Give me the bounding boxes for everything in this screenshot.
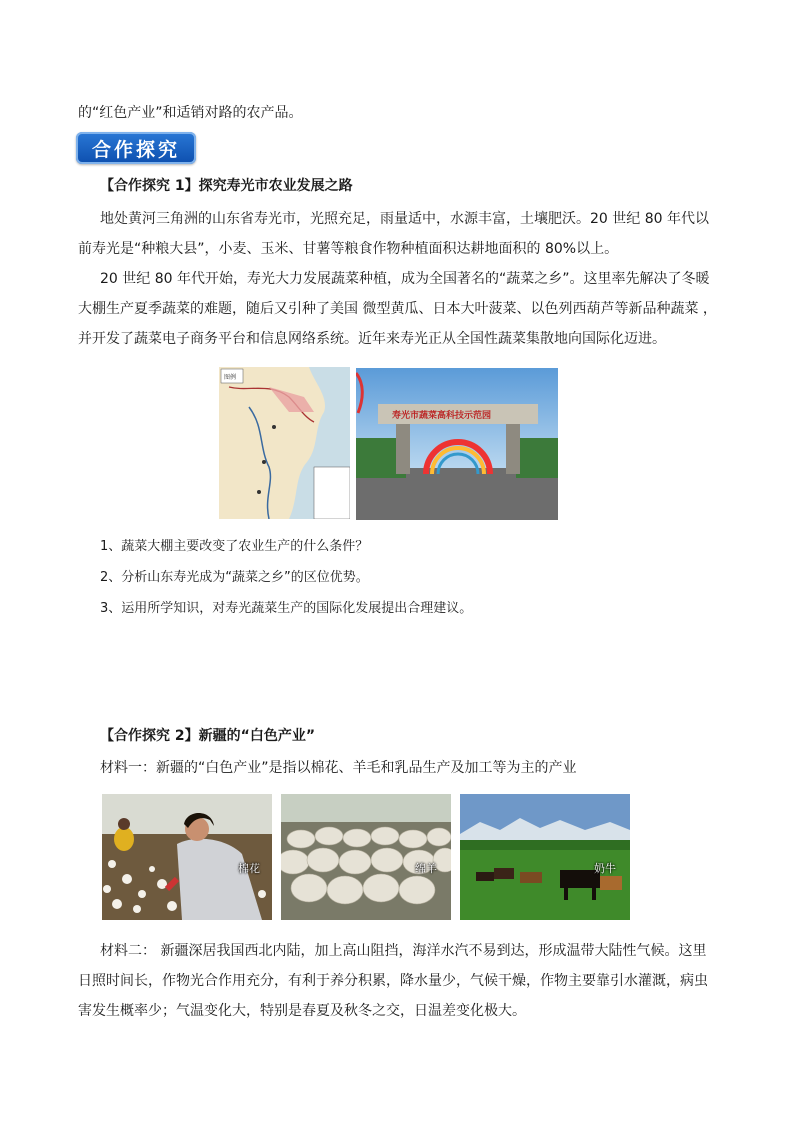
cotton-label: 棉花 (238, 862, 260, 875)
question-3: 3、运用所学知识，对寿光蔬菜生产的国际化发展提出合理建议。 (100, 601, 473, 616)
dairy-cow-photo (460, 794, 630, 920)
question-2: 2、分析山东寿光成为“蔬菜之乡”的区位优势。 (100, 570, 369, 585)
vegetable-park-gate-photo (356, 368, 558, 520)
cotton-photo (102, 794, 272, 920)
material2-text: 材料二： 新疆深居我国西北内陆，加上高山阻挡，海洋水汽不易到达，形成温带大陆性气候。这里日照时间长，作物光合作用充分，有利于养分积累，降水量少，气候干燥，作物主要靠引水灌溉，病虫害发生概率少；气温变化大，特别是春夏及秋冬之交，日温差变化极大。 (78, 943, 708, 1019)
inquiry1-title: 【合作探究 1】探究寿光市农业发展之路 (100, 178, 353, 194)
question-1: 1、蔬菜大棚主要改变了农业生产的什么条件？ (100, 539, 369, 554)
sheep-label: 绵羊 (415, 862, 437, 875)
inquiry1-para1: 地处黄河三角洲的山东省寿光市，光照充足，雨量适中，水源丰富，土壤肥沃。20 世纪 80 年代以前寿光是“种粮大县”，小麦、玉米、甘薯等粮食作物种植面积达耕地面积的 80%以上。 (78, 211, 709, 257)
intro-tail-text: 的“红色产业”和适销对路的农产品。 (78, 105, 303, 121)
dairy-cow-label: 奶牛 (594, 862, 616, 875)
material1-text: 材料一：新疆的“白色产业”是指以棉花、羊毛和乳品生产及加工等为主的产业 (100, 760, 577, 776)
gate-sign-text: 寿光市蔬菜高科技示范园 (392, 411, 492, 421)
inquiry1-para2: 20 世纪 80 年代开始，寿光大力发展蔬菜种植，成为全国著名的“蔬菜之乡”。这里率先解决了冬暖大棚生产夏季蔬菜的难题，随后又引种了美国 微型黄瓜、日本大叶菠菜、以色列西葫芦等新品种蔬菜 ，并开发了蔬菜电子商务平台和信息网络系统。近年来寿光正从全国性蔬菜集散地向国际化迈进。 (78, 271, 717, 347)
map-legend-label: 图例 (224, 374, 237, 381)
shouguang-map-image (219, 367, 350, 519)
sheep-photo (281, 794, 451, 920)
inquiry2-title: 【合作探究 2】新疆的“白色产业” (100, 728, 316, 744)
section-badge: 合作探究 (76, 132, 196, 164)
